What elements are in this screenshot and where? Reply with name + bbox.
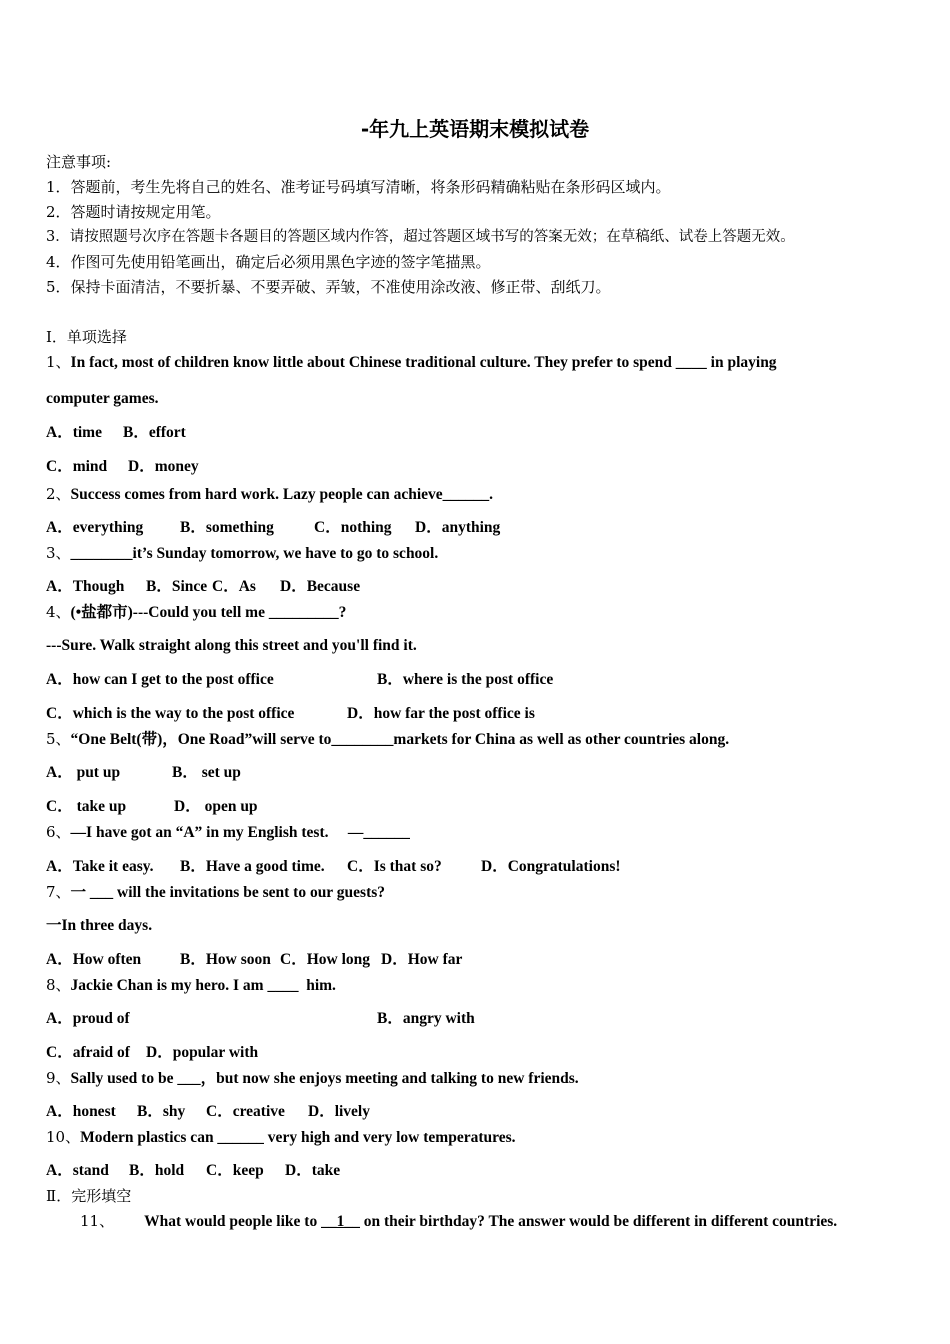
option-b[interactable]: B．effort — [123, 424, 186, 441]
option-a[interactable]: A．stand — [46, 1162, 109, 1179]
question-number: 2、 — [46, 485, 71, 503]
option-c[interactable]: C．As — [212, 578, 256, 595]
question-7 — [46, 882, 385, 903]
option-d[interactable]: D．how far the post office is — [347, 705, 535, 722]
option-a[interactable]: A．Take it easy. — [46, 858, 154, 875]
question-text: Jackie Chan is my hero. I am ____ him. — [70, 977, 336, 994]
question-text: ________it’s Sunday tomorrow, we have to go to school. — [70, 545, 439, 562]
section-heading: Ⅱ．完形填空 — [46, 1187, 132, 1205]
question-number: 3、 — [46, 544, 71, 562]
notice-item: 4．作图可先使用铅笔画出，确定后必须用黑色字迹的签字笔描黑。 — [46, 253, 491, 271]
question-9 — [46, 1068, 579, 1089]
question-8 — [46, 975, 336, 996]
page-title: -年九上英语期末模拟试卷 — [360, 117, 590, 141]
question-text: —I have got an “A” in my English test. —______ — [70, 824, 410, 841]
option-a[interactable]: A．Though — [46, 578, 125, 595]
option-b[interactable]: B．shy — [137, 1103, 186, 1120]
option-d[interactable]: D． open up — [174, 798, 258, 815]
option-b[interactable]: B．hold — [129, 1162, 185, 1179]
option-a[interactable]: A．proud of — [46, 1010, 130, 1027]
question-number: 9、 — [46, 1069, 71, 1087]
option-b[interactable]: B．something — [180, 519, 274, 536]
notice-heading: 注意事项: — [46, 153, 112, 171]
question-number: 11、 — [80, 1212, 115, 1230]
section-heading: Ⅰ．单项选择 — [46, 328, 127, 346]
option-a[interactable]: A．honest — [46, 1103, 116, 1120]
option-a[interactable]: A．everything — [46, 519, 144, 536]
option-d[interactable]: D．popular with — [146, 1044, 259, 1061]
question-text: “One Belt(带)，One Road”will serve to________markets for China as well as other countries along. — [70, 731, 730, 748]
option-c[interactable]: C．which is the way to the post office — [46, 705, 295, 722]
option-b[interactable]: B．where is the post office — [377, 671, 554, 688]
option-c[interactable]: C．How long — [280, 951, 370, 968]
question-text: In fact, most of children know little about Chinese traditional culture. They prefer to spend ____ in playing — [70, 354, 777, 371]
notice-item: 1．答题前，考生先将自己的姓名、准考证号码填写清晰，将条形码精确粘贴在条形码区域内。 — [46, 178, 671, 196]
blank-1[interactable]: __1__ — [321, 1213, 360, 1230]
question-text-cont: 一In three days. — [46, 917, 153, 934]
question-text: Sally used to be ___，but now she enjoys meeting and talking to new friends. — [70, 1070, 579, 1087]
question-number: 4、 — [46, 603, 71, 621]
option-d[interactable]: D．anything — [415, 519, 501, 536]
question-number: 6、 — [46, 823, 71, 841]
question-2 — [46, 484, 493, 505]
question-number: 7、 — [46, 883, 71, 901]
question-5 — [46, 729, 729, 750]
notice-item: 3．请按照题号次序在答题卡各题目的答题区域内作答，超过答题区域书写的答案无效；在草稿纸、试卷上答题无效。 — [46, 229, 795, 245]
option-c[interactable]: C．Is that so? — [347, 858, 442, 875]
question-text-cont: on their birthday? The answer would be different in different countries. — [359, 1213, 838, 1230]
option-c[interactable]: C．keep — [206, 1162, 264, 1179]
question-text: Success comes from hard work. Lazy people can achieve______. — [70, 486, 494, 503]
question-source: (•盐都市) — [70, 604, 133, 621]
question-number: 10、 — [46, 1128, 81, 1146]
option-d[interactable]: D．money — [128, 458, 199, 475]
option-d[interactable]: D．How far — [381, 951, 463, 968]
option-a[interactable]: A． put up — [46, 764, 121, 781]
notice-item: 5．保持卡面清洁，不要折暴、不要弄破、弄皱，不准使用涂改液、修正带、刮纸刀。 — [46, 278, 611, 296]
option-b[interactable]: B．angry with — [377, 1010, 475, 1027]
option-c[interactable]: C． take up — [46, 798, 127, 815]
question-1 — [46, 352, 777, 373]
question-text-cont: computer games. — [46, 390, 159, 407]
question-6 — [46, 822, 410, 843]
option-b[interactable]: B．How soon — [180, 951, 271, 968]
option-b[interactable]: B．Since — [146, 578, 208, 595]
option-b[interactable]: B． set up — [172, 764, 241, 781]
option-c[interactable]: C．nothing — [314, 519, 392, 536]
question-text: ---Could you tell me _________? — [132, 604, 347, 621]
question-10 — [46, 1127, 516, 1148]
question-number: 8、 — [46, 976, 71, 994]
question-number: 1、 — [46, 353, 71, 371]
option-c[interactable]: C．mind — [46, 458, 108, 475]
question-text: 一 ___ will the invitations be sent to our guests? — [70, 884, 386, 901]
option-c[interactable]: C．creative — [206, 1103, 285, 1120]
question-3 — [46, 543, 438, 564]
option-b[interactable]: B．Have a good time. — [180, 858, 325, 875]
question-4 — [46, 602, 346, 623]
question-number: 5、 — [46, 730, 71, 748]
question-text-cont: ---Sure. Walk straight along this street and you'll find it. — [46, 637, 417, 654]
question-text: Modern plastics can ______ very high and very low temperatures. — [80, 1129, 516, 1146]
question-text: What would people like to — [144, 1213, 322, 1230]
option-d[interactable]: D．Because — [280, 578, 361, 595]
notice-item: 2．答题时请按规定用笔。 — [46, 203, 221, 221]
question-11 — [80, 1211, 837, 1232]
option-c[interactable]: C．afraid of — [46, 1044, 130, 1061]
option-a[interactable]: A．how can I get to the post office — [46, 671, 274, 688]
option-a[interactable]: A．time — [46, 424, 102, 441]
option-d[interactable]: D．Congratulations! — [481, 858, 621, 875]
option-d[interactable]: D．lively — [308, 1103, 370, 1120]
option-d[interactable]: D．take — [285, 1162, 341, 1179]
option-a[interactable]: A．How often — [46, 951, 142, 968]
